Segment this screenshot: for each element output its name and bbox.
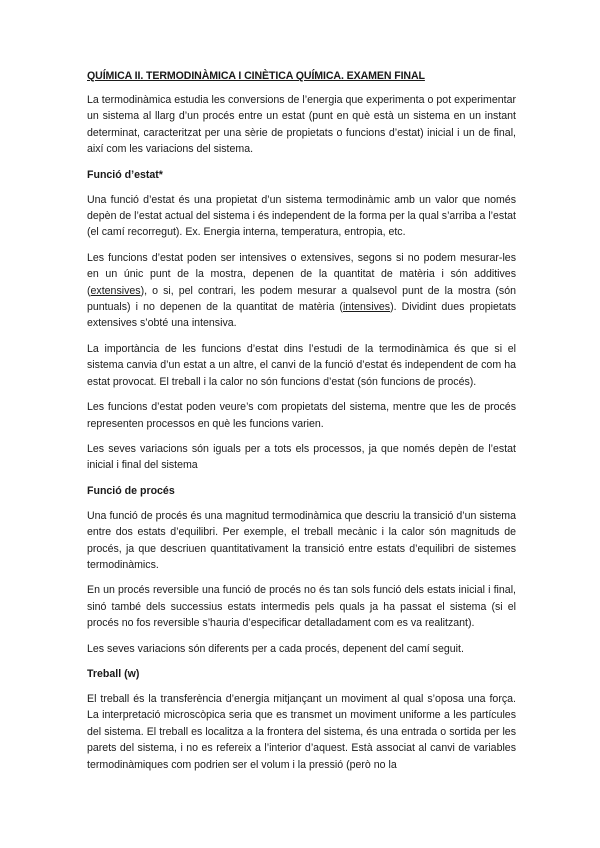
section-heading-funcio-estat: Funció d’estat* <box>87 168 163 181</box>
underlined-term-intensives: intensives <box>342 301 391 314</box>
text-run: ), o si, pel contrari, les podem mesurar a qualsevol punt de la mostra (són puntuals) i no depenen de la quantitat de matèria ( <box>87 284 516 314</box>
text-run: ). Dividint dues propietats extensives s’obté una intensiva. <box>87 301 516 330</box>
paragraph: Les seves variacions són iguals per a tots els processos, ja que només depèn de l’estat inicial i final del sistema <box>87 442 516 472</box>
paragraph: Una funció de procés és una magnitud termodinàmica que descriu la transició d’un sistema entre dos estats d’equilibri. Per exemple, el treball mecànic i la calor són magnituds de procés, ja que descriuen quantitativament la transició entre estats d’equilibri de sistemes termodinàmics. <box>87 509 516 571</box>
paragraph: La importància de les funcions d’estat dins l’estudi de la termodinàmica és que si el sistema canvia d’un estat a un altre, el canvi de la funció d’estat és independent de com ha estat provocat. El treball i la calor no són funcions d’estat (són funcions de procés). <box>87 342 516 388</box>
underlined-term-extensives: extensives <box>90 284 141 297</box>
section-heading-funcio-proces: Funció de procés <box>87 484 175 497</box>
document-title: QUÍMICA II. TERMODINÀMICA I CINÈTICA QUÍMICA. EXAMEN FINAL <box>87 70 425 82</box>
paragraph: Les funcions d’estat poden veure’s com propietats del sistema, mentre que les de procés representen processos en què les funcions varien. <box>87 401 516 430</box>
section-heading-treball: Treball (w) <box>87 667 140 680</box>
paragraph: Les seves variacions són diferents per a cada procés, depenent del camí seguit. <box>87 642 464 655</box>
paragraph: Una funció d’estat és una propietat d’un sistema termodinàmic amb un valor que només depèn de l’estat actual del sistema i és independent de la forma per la qual s’arriba a l’estat (el camí recorregut). Ex. Energia interna, temperatura, entropia, etc. <box>87 193 516 239</box>
paragraph: El treball és la transferència d’energia mitjançant un moviment al qual s’oposa una força. La interpretació microscòpica seria que es transmet un moviment uniforme a les partícules del sistema. El treball es localitza a la frontera del sistema, és una entrada o sortida per les parets del sistema, i no es refereix a l’interior d’aquest. Està associat al canvi de variables termodinàmiques com podrien ser el volum i la pressió (però no la <box>87 692 516 771</box>
text-run: Les funcions d’estat poden ser intensives o extensives, segons si no podem mesurar-les en un únic punt de la mostra, depenen de la quantitat de matèria i són additives ( <box>87 251 516 297</box>
intro-paragraph: La termodinàmica estudia les conversions de l’energia que experimenta o pot experimentar un sistema al llarg d’un procés entre un estat (punt en què està un sistema en un instant determinat, caracteritzat per una sèrie de propietats o funcions d’estat) inicial i un de final, així com les variacions del sistema. <box>87 94 516 156</box>
paragraph: En un procés reversible una funció de procés no és tan sols funció dels estats inicial i final, sinó també dels successius estats intermedis pels quals ja ha passat el sistema (si el procés no fos reversible s’hauria d’especificar detalladament com es va realitzant). <box>87 584 516 630</box>
paragraph-intensive-extensive <box>87 250 516 332</box>
